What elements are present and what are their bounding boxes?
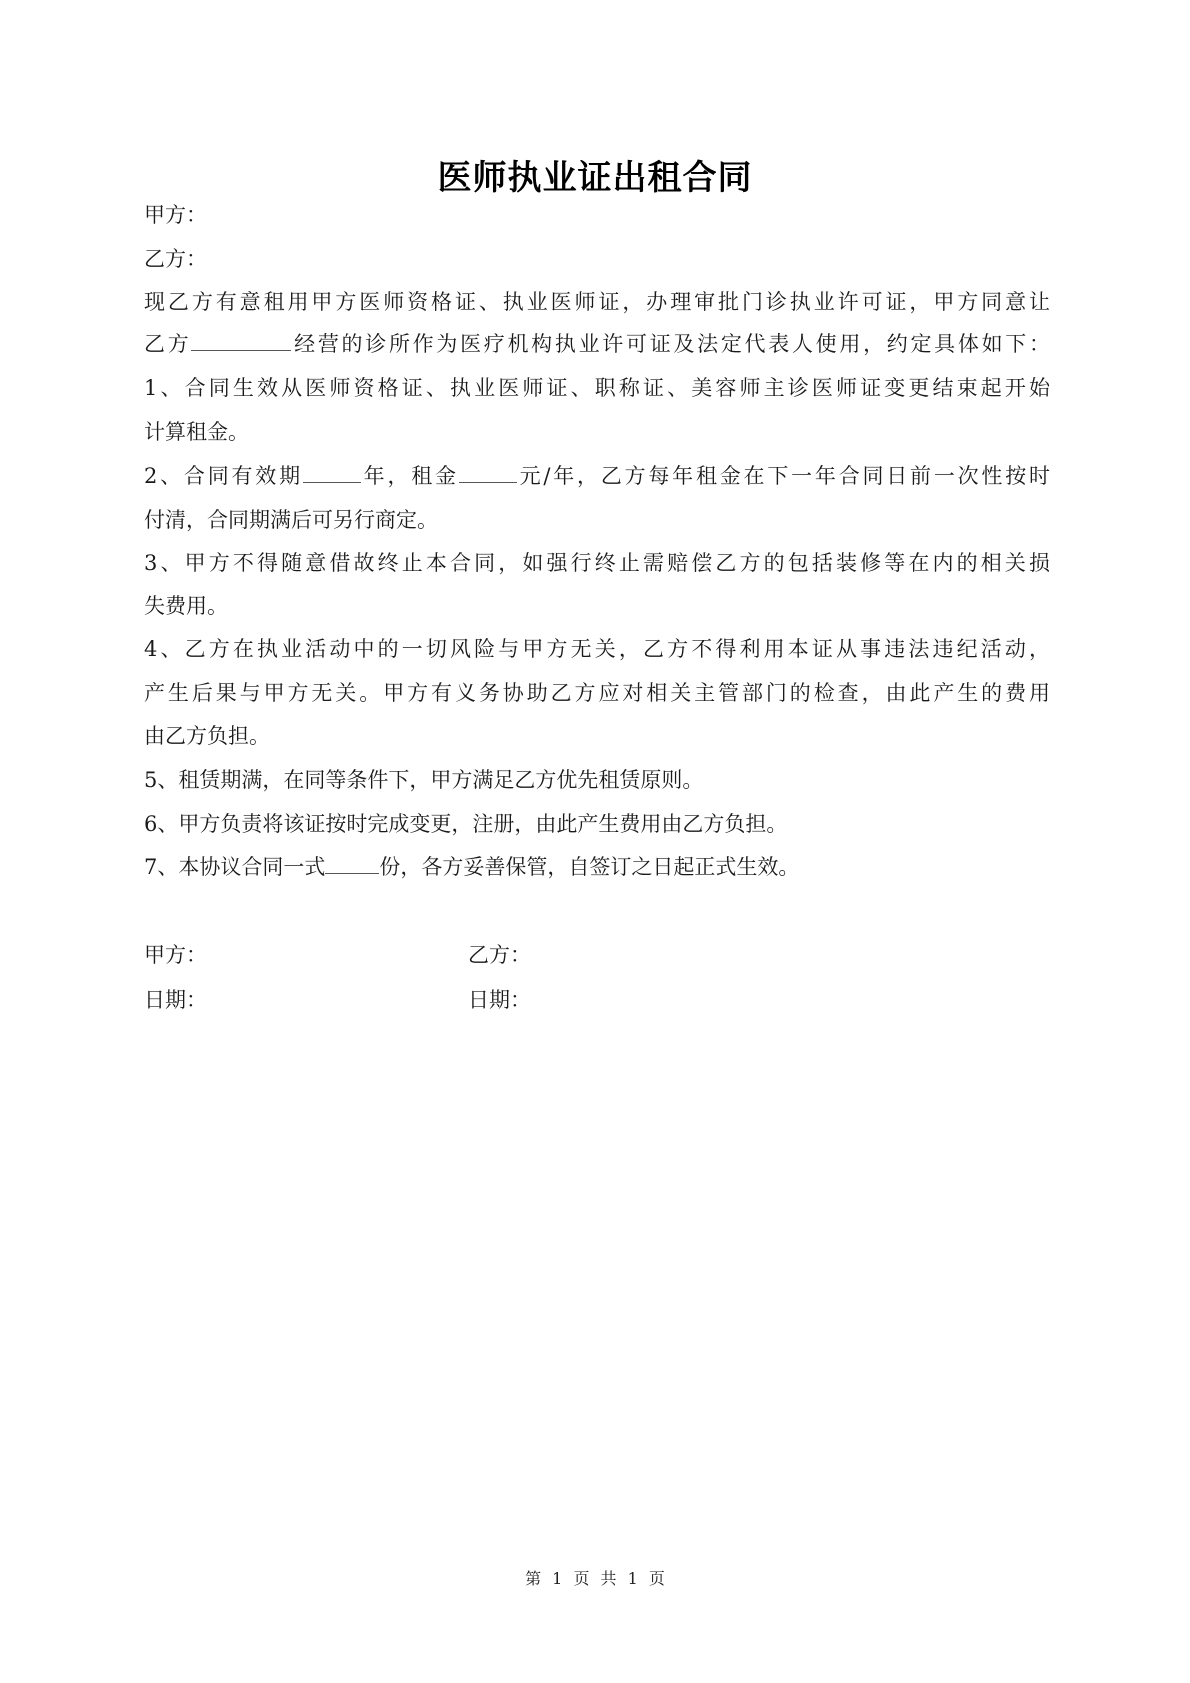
clause-4-line-1: 4、乙方在执业活动中的一切风险与甲方无关，乙方不得利用本证从事违法违纪活动， xyxy=(144,637,1050,661)
clause-6-line-1: 6、甲方负责将该证按时完成变更，注册，由此产生费用由乙方负担。 xyxy=(144,812,788,836)
clause-2-line-2: 付清，合同期满后可另行商定。 xyxy=(144,508,438,532)
clause-4-line-2: 产生后果与甲方无关。甲方有义务协助乙方应对相关主管部门的检查，由此产生的费用 xyxy=(144,681,1050,705)
party-b-label: 乙方： xyxy=(144,247,207,271)
rent-amount-blank xyxy=(459,462,517,483)
clause-7-line-1 xyxy=(144,852,1050,882)
clinic-name-blank xyxy=(191,330,291,351)
clause-1-line-2: 计算租金。 xyxy=(144,420,249,444)
clause-7-text-a: 7、本协议合同一式 xyxy=(144,855,326,879)
clause-2-text-a: 2、合同有效期 xyxy=(144,464,303,488)
clause-1-line-1: 1、合同生效从医师资格证、执业医师证、职称证、美容师主诊医师证变更结束起开始 xyxy=(144,376,1050,400)
clause-7-text-b: 份，各方妥善保管，自签订之日起正式生效。 xyxy=(379,855,800,879)
intro-prefix: 乙方 xyxy=(144,332,192,356)
signature-party-a: 甲方： xyxy=(144,943,207,967)
signature-date-a: 日期： xyxy=(144,988,207,1012)
clause-2-text-b: 年，租金 xyxy=(360,464,459,488)
clause-3-line-1: 3、甲方不得随意借故终止本合同，如强行终止需赔偿乙方的包括装修等在内的相关损 xyxy=(144,551,1050,575)
copies-blank xyxy=(325,853,379,874)
document-title: 医师执业证出租合同 xyxy=(437,158,753,198)
clause-4-line-3: 由乙方负担。 xyxy=(144,724,270,748)
intro-line-2 xyxy=(144,329,1050,359)
clause-2-line-1 xyxy=(144,461,1050,491)
page-footer: 第 1 页 共 1 页 xyxy=(525,1569,665,1588)
clause-5-line-1: 5、租赁期满，在同等条件下，甲方满足乙方优先租赁原则。 xyxy=(144,768,704,792)
signature-party-b: 乙方： xyxy=(468,943,531,967)
signature-date-b: 日期： xyxy=(468,988,531,1012)
intro-line-1: 现乙方有意租用甲方医师资格证、执业医师证，办理审批门诊执业许可证，甲方同意让 xyxy=(144,290,1050,314)
intro-suffix: 经营的诊所作为医疗机构执业许可证及法定代表人使用，约定具体如下： xyxy=(291,332,1051,356)
clause-3-line-2: 失费用。 xyxy=(144,594,228,618)
party-a-label: 甲方： xyxy=(144,203,207,227)
clause-2-text-c: 元/年，乙方每年租金在下一年合同日前一次性按时 xyxy=(516,464,1050,488)
term-years-blank xyxy=(303,462,361,483)
